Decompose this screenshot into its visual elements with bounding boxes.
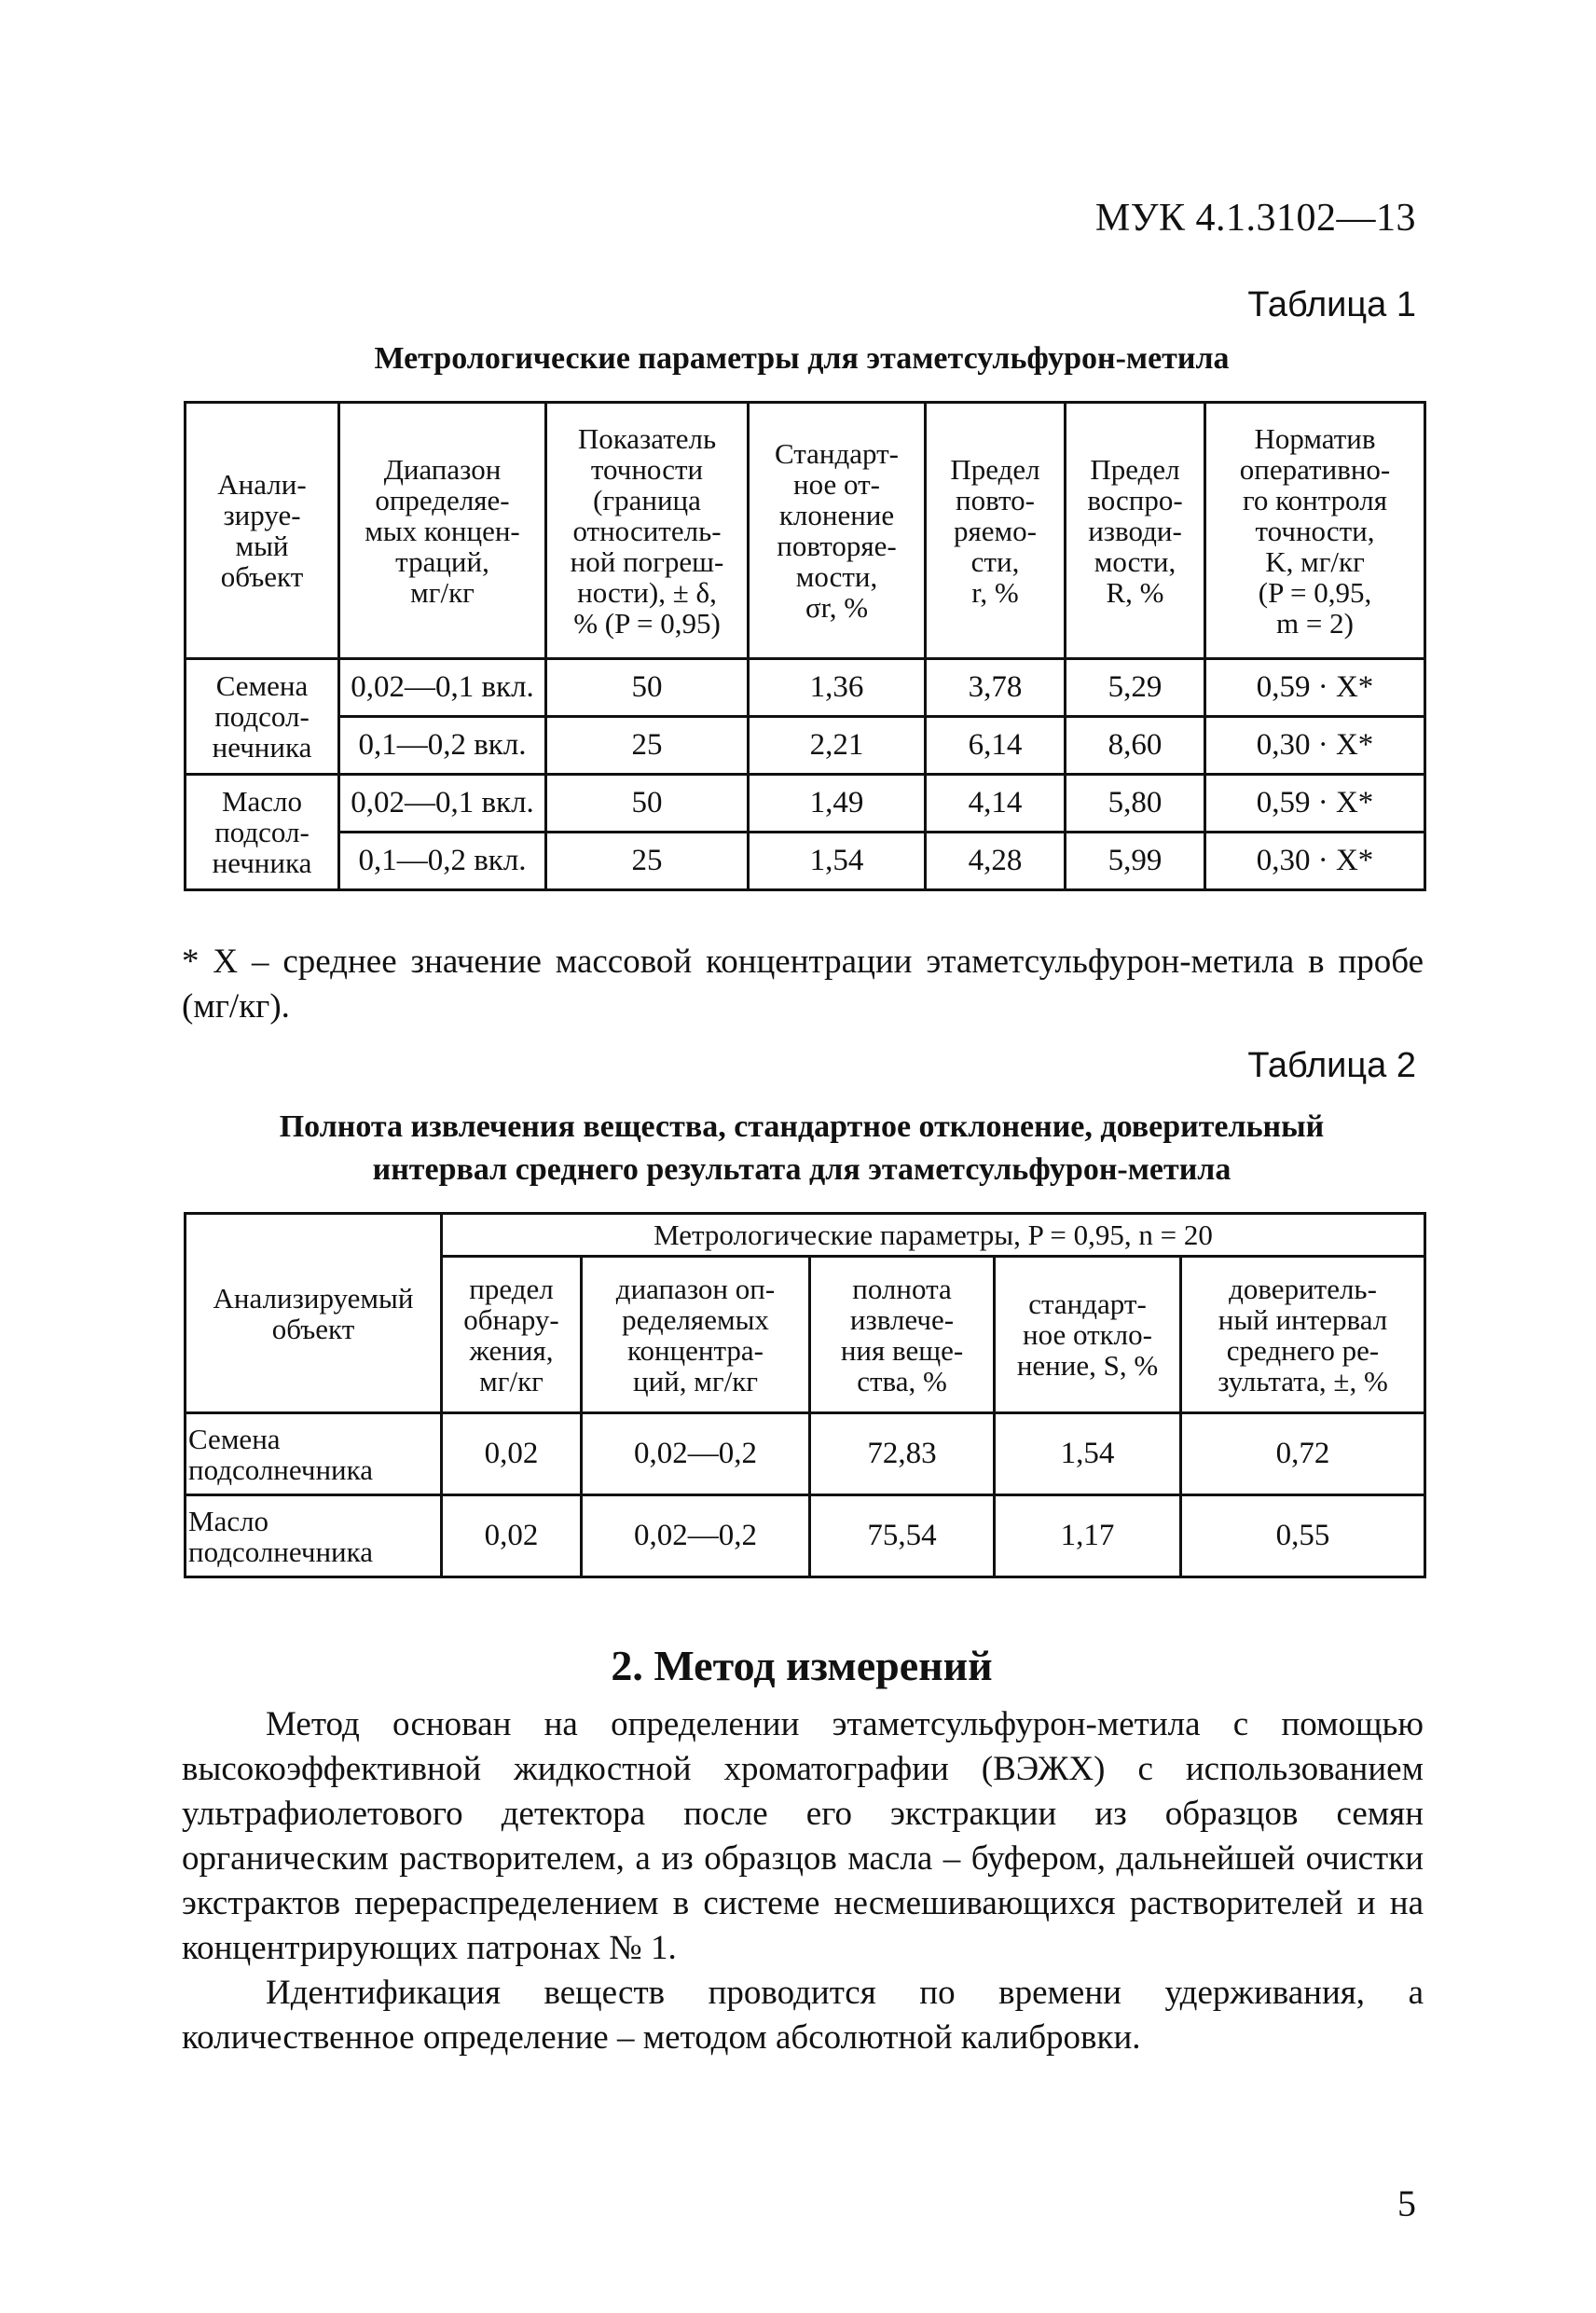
table1-header-cell: Норматив оперативно- го контроля точности, K, мг/кг (P = 0,95, m = 2) bbox=[1205, 403, 1425, 659]
table-cell: 25 bbox=[546, 717, 749, 775]
table2-object-cell: Семена подсолнечника bbox=[186, 1413, 442, 1495]
table-cell: 0,55 bbox=[1181, 1495, 1425, 1577]
table-cell: 0,1—0,2 вкл. bbox=[339, 833, 546, 890]
table2-title: Полнота извлечения вещества, стандартное отклонение, доверительный интервал среднего результата для этаметсульфурон-метила bbox=[279, 1109, 1325, 1187]
table1 bbox=[184, 401, 1426, 891]
table1-title: Метрологические параметры для этаметсульфурон-метила bbox=[374, 341, 1230, 376]
table-cell: 50 bbox=[546, 659, 749, 717]
table-cell: 8,60 bbox=[1066, 717, 1205, 775]
table-cell: 5,80 bbox=[1066, 775, 1205, 833]
table-cell: 0,30 · X* bbox=[1205, 717, 1425, 775]
table-cell: 4,14 bbox=[926, 775, 1066, 833]
page-number: 5 bbox=[1397, 2182, 1416, 2224]
table-row bbox=[186, 659, 1425, 717]
table-cell: 3,78 bbox=[926, 659, 1066, 717]
table-cell: 4,28 bbox=[926, 833, 1066, 890]
table-cell: 0,02—0,1 вкл. bbox=[339, 659, 546, 717]
table1-header-cell: Показатель точности (граница относитель- ной погреш- ности), ± δ, % (P = 0,95) bbox=[546, 403, 749, 659]
table1-object-cell: Семена подсол- нечника bbox=[186, 659, 339, 775]
table-cell: 0,30 · X* bbox=[1205, 833, 1425, 890]
table-cell: 0,72 bbox=[1181, 1413, 1425, 1495]
table1-header-cell: Стандарт- ное от- клонение повторяе- мости, σr, % bbox=[749, 403, 926, 659]
table1-caption: Таблица 1 bbox=[1247, 285, 1416, 324]
table-cell: 75,54 bbox=[810, 1495, 995, 1577]
table2-header-cell: стандарт- ное откло- нение, S, % bbox=[995, 1257, 1181, 1413]
section-paragraph: Идентификация веществ проводится по времени удерживания, а количественное определение – методом абсолютной калибровки. bbox=[182, 1974, 1424, 2057]
table-cell: 0,02—0,2 bbox=[582, 1495, 810, 1577]
table-row bbox=[186, 717, 1425, 775]
table2-caption: Таблица 2 bbox=[1247, 1046, 1416, 1085]
table2 bbox=[184, 1212, 1426, 1578]
table-cell: 6,14 bbox=[926, 717, 1066, 775]
table-cell: 0,02 bbox=[442, 1495, 582, 1577]
table2-header-cell: доверитель- ный интервал среднего ре- зультата, ±, % bbox=[1181, 1257, 1425, 1413]
table1-header-cell: Предел повто- ряемо- сти, r, % bbox=[926, 403, 1066, 659]
table-cell: 72,83 bbox=[810, 1413, 995, 1495]
table1-header-cell: Предел воспро- изводи- мости, R, % bbox=[1066, 403, 1205, 659]
table2-header-cell: предел обнару- жения, мг/кг bbox=[442, 1257, 582, 1413]
table2-object-cell: Масло подсолнечника bbox=[186, 1495, 442, 1577]
table1-header-cell: Анали- зируе- мый объект bbox=[186, 403, 339, 659]
table-cell: 5,99 bbox=[1066, 833, 1205, 890]
section-title: 2. Метод измерений bbox=[611, 1642, 993, 1689]
table-row bbox=[186, 1495, 1425, 1577]
table-cell: 5,29 bbox=[1066, 659, 1205, 717]
table-cell: 1,54 bbox=[749, 833, 926, 890]
table-cell: 0,02—0,2 bbox=[582, 1413, 810, 1495]
table-cell: 1,36 bbox=[749, 659, 926, 717]
table-cell: 25 bbox=[546, 833, 749, 890]
table-row bbox=[186, 775, 1425, 833]
table1-header-row bbox=[186, 403, 1425, 659]
table-cell: 1,54 bbox=[995, 1413, 1181, 1495]
section-paragraph: Метод основан на определении этаметсульфурон-метила с помощью высокоэффективной жидкостной хроматографии (ВЭЖХ) с использованием ультрафиолетового детектора после его экстракции из образцов семян органическим растворителем, а из образцов масла – буфером, дальнейшей очистки экстрактов перераспределением в системе несмешивающихся растворителей и на концентрирующих патронах № 1. bbox=[182, 1705, 1424, 1967]
table-cell: 50 bbox=[546, 775, 749, 833]
table-cell: 1,17 bbox=[995, 1495, 1181, 1577]
table1-object-cell: Масло подсол- нечника bbox=[186, 775, 339, 890]
table2-group-header-row bbox=[186, 1214, 1425, 1257]
table-cell: 0,59 · X* bbox=[1205, 775, 1425, 833]
table1-header-cell: Диапазон определяе- мых концен- траций, мг/кг bbox=[339, 403, 546, 659]
table-row bbox=[186, 1413, 1425, 1495]
table-cell: 1,49 bbox=[749, 775, 926, 833]
document-code: МУК 4.1.3102—13 bbox=[1094, 197, 1416, 240]
table1-footnote: * X – среднее значение массовой концентрации этаметсульфурон-метила в пробе (мг/кг). bbox=[182, 943, 1424, 1026]
table-cell: 2,21 bbox=[749, 717, 926, 775]
table2-header-cell: полнота извлече- ния веще- ства, % bbox=[810, 1257, 995, 1413]
table-cell: 0,02—0,1 вкл. bbox=[339, 775, 546, 833]
table2-object-header: Анализируемый объект bbox=[186, 1214, 442, 1413]
table-cell: 0,1—0,2 вкл. bbox=[339, 717, 546, 775]
table-cell: 0,02 bbox=[442, 1413, 582, 1495]
table-cell: 0,59 · X* bbox=[1205, 659, 1425, 717]
table2-header-cell: диапазон оп- ределяемых концентра- ций, мг/кг bbox=[582, 1257, 810, 1413]
table2-group-header: Метрологические параметры, P = 0,95, n = 20 bbox=[442, 1214, 1425, 1257]
table-row bbox=[186, 833, 1425, 890]
